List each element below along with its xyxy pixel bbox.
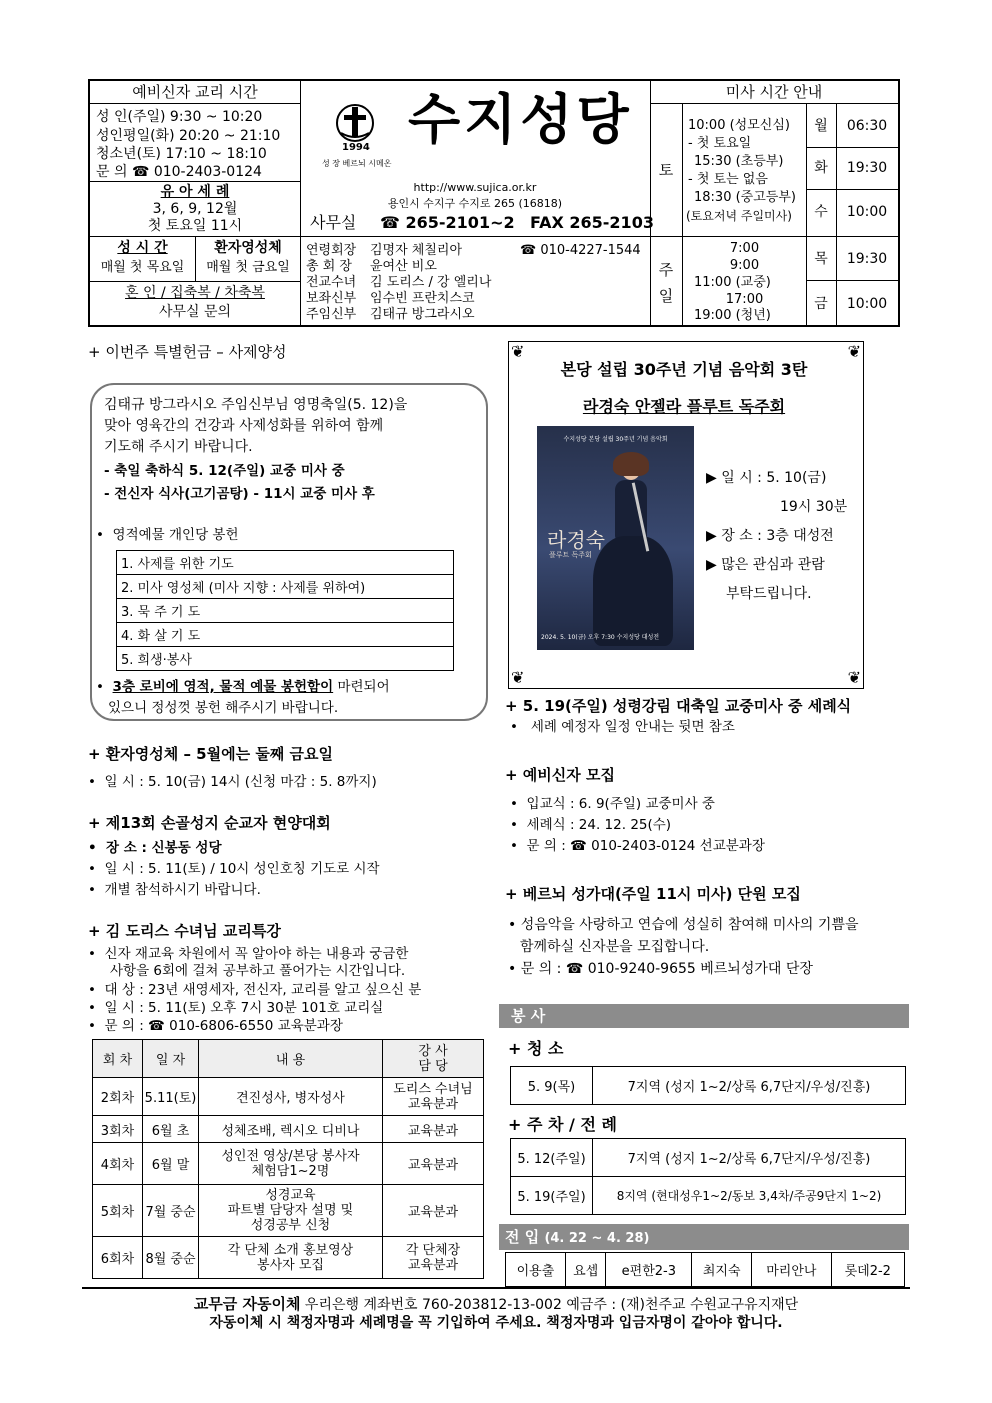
spiritual-item: 5. 희생·봉사	[117, 647, 454, 671]
weekday-label: 금	[814, 296, 828, 312]
concert-banner: 본당 설립 30주년 기념 음악회 3탄	[560, 360, 808, 379]
staff-name: 김태규 방그라시오	[370, 307, 475, 322]
concert-invite-line2: 부탁드립니다.	[726, 586, 812, 602]
staff-role: 연령회장	[306, 243, 357, 258]
transfer-address: e편한2-3	[606, 1253, 692, 1287]
choir-item: • 성음악을 사랑하고 연습에 성실히 참여해 미사의 기쁨을	[508, 917, 859, 933]
spiritual-offering-title: • 영적예물 개인당 봉헌	[96, 527, 239, 543]
infant-baptism-time: 첫 토요일 11시	[147, 218, 243, 234]
recruit-item: • 세례식 : 24. 12. 25(수)	[510, 817, 672, 833]
cell-round: 4회차	[93, 1143, 143, 1185]
parking-table	[510, 1138, 906, 1215]
cell-date: 5. 9(목)	[511, 1067, 593, 1105]
concert-place: ▶ 장 소 : 3층 대성전	[706, 528, 834, 544]
cell-date: 5.11(토)	[143, 1078, 199, 1116]
footer-divider	[82, 1287, 910, 1289]
choir-desc: 성음악을 사랑하고 연습에 성실히 참여해 미사의 기쁨을	[520, 917, 859, 933]
cell-content: 견진성사, 병자성사	[199, 1078, 383, 1116]
office-fax: FAX 265-2103	[530, 213, 654, 232]
logo-year: 1994	[342, 142, 370, 153]
concert-title: 라경숙 안젤라 플루트 독주회	[582, 397, 786, 416]
weekday-time: 10:00	[846, 296, 888, 312]
sick-communion-text: 일 시 : 5. 10(금) 14시 (신청 마감 : 5. 8까지)	[104, 774, 377, 790]
cell-content: 성체조배, 렉시오 디비나	[199, 1116, 383, 1143]
table-row	[511, 1067, 906, 1105]
sick-communion-title: 환자영성체	[214, 240, 282, 256]
cell-date: 5. 12(주일)	[511, 1139, 593, 1177]
office-label: 사무실	[310, 213, 357, 232]
address: 용인시 수지구 수지로 265 (16818)	[387, 197, 563, 210]
lecture-schedule-table	[92, 1039, 484, 1279]
footer-line2: 자동이체 시 책정자명과 세례명을 꼭 기입하여 주세요. 책정자명과 입금자명이 같아야 합니다.	[209, 1315, 783, 1331]
logo-caption: 성 장 베르뇌 시메온	[322, 159, 392, 168]
cleaning-title: + 청 소	[508, 1039, 564, 1058]
sat-time: 10:00 (성모신심)	[688, 118, 790, 133]
weekday-time: 19:30	[846, 251, 888, 267]
col-header: 내 용	[199, 1040, 383, 1078]
parking-title: + 주 차 / 전 례	[508, 1115, 617, 1134]
performer-figure	[599, 452, 663, 642]
sat-time: 18:30 (중고등부)	[694, 190, 796, 205]
confession-title: 성 시 간	[117, 240, 168, 256]
staff-role: 총 회 장	[306, 259, 352, 274]
transfer-baptismal: 요셉	[565, 1253, 605, 1287]
service-bar: 봉 사	[499, 1004, 909, 1028]
staff-name: 김명자 체칠리아	[370, 243, 463, 258]
baptism-detail: • 세례 예정자 일정 안내는 뒷면 참조	[510, 719, 735, 735]
ornament-corner-icon: ❦	[511, 342, 525, 361]
concert-time: 19시 30분	[780, 499, 848, 515]
spiritual-offering-table	[116, 550, 454, 671]
lecture-target: 대 상 : 23년 새영세자, 전신자, 교리를 알고 싶으신 분	[104, 982, 422, 998]
cell-content: 각 단체 소개 홍보영상 봉사자 모집	[199, 1237, 383, 1279]
infant-baptism-months: 3, 6, 9, 12월	[152, 201, 238, 217]
ornament-corner-icon: ❦	[511, 668, 525, 687]
offering-note-bold: 3층 로비에 영적, 물적 예물 봉헌함이	[112, 679, 334, 695]
transfer-dates: (4. 22 ~ 4. 28)	[544, 1231, 650, 1246]
feast-day-box	[90, 383, 488, 721]
col-header: 일 자	[143, 1040, 199, 1078]
offering-note-line2: 있으니 정성껏 봉헌 해주시기 바랍니다.	[108, 700, 339, 716]
offering-note-rest: 마련되어	[333, 679, 390, 695]
recruit-title: + 예비신자 모집	[505, 766, 615, 784]
footer-account: 우리은행 계좌번호 760-203812-13-002 예금주 : (재)천주교 수원교구유지재단	[300, 1297, 799, 1313]
spiritual-item: 3. 묵 주 기 도	[117, 599, 454, 623]
choir-contact: 문 의 : ☎ 010-9240-9655 베르뇌성가대 단장	[520, 961, 813, 977]
spiritual-item: 4. 화 살 기 도	[117, 623, 454, 647]
baptism-title: + 5. 19(주일) 성령강림 대축일 교중미사 중 세례식	[505, 697, 852, 715]
weekday-time: 06:30	[846, 118, 888, 134]
staff-name: 윤여산 비오	[370, 259, 437, 274]
table-row	[506, 1253, 905, 1287]
lecture-item: • 대 상 : 23년 새영세자, 전신자, 교리를 알고 싶으신 분	[88, 982, 422, 998]
sat-time: (토요저녁 주일미사)	[686, 209, 792, 223]
staff-role: 보좌신부	[306, 291, 357, 306]
concert-date: ▶ 일 시 : 5. 10(금)	[706, 470, 827, 486]
infant-baptism-title: 유 아 세 례	[160, 184, 230, 200]
transfer-table	[505, 1252, 905, 1287]
cell-round: 2회차	[93, 1078, 143, 1116]
cell-lecturer: 교육분과	[383, 1116, 484, 1143]
sick-communion-detail: • 일 시 : 5. 10(금) 14시 (신청 마감 : 5. 8까지)	[88, 774, 377, 790]
table-row	[93, 1143, 484, 1185]
ornament-corner-icon: ❦	[847, 342, 861, 361]
cell-content: 성경교육 파트별 담당자 설명 및 성경공부 신청	[199, 1185, 383, 1237]
col-header: 강 사 담 당	[383, 1040, 484, 1078]
sun-time: 9:00	[729, 258, 760, 273]
cell-lecturer: 교육분과	[383, 1185, 484, 1237]
transfer-bar	[499, 1224, 909, 1250]
sun-time: 19:00 (청년)	[694, 308, 771, 323]
poster-top-text: 수지성당 본당 설립 30주년 기념 음악회	[563, 436, 668, 443]
staff-phone: ☎ 010-4227-1544	[520, 243, 641, 258]
col-header: 회 차	[93, 1040, 143, 1078]
footer-autopay-label: 교무금 자동이체	[193, 1295, 301, 1313]
staff-role: 전교수녀	[306, 275, 357, 290]
spiritual-item: 1. 사제를 위한 기도	[117, 551, 454, 575]
catechism-title: 예비신자 교리 시간	[132, 83, 258, 101]
transfer-name: 최지숙	[692, 1253, 752, 1287]
cell-round: 6회차	[93, 1237, 143, 1279]
sun-time: 11:00 (교중)	[694, 275, 771, 290]
mass-title: 미사 시간 안내	[725, 83, 823, 101]
lecture-item: • 신자 재교육 차원에서 꼭 알아야 하는 내용과 궁금한	[88, 946, 409, 962]
special-offering-title: + 이번주 특별헌금 – 사제양성	[88, 343, 287, 361]
ornament-corner-icon: ❦	[847, 668, 861, 687]
cell-date: 6월 초	[143, 1116, 199, 1143]
transfer-name: 이용출	[506, 1253, 566, 1287]
transfer-baptismal: 마리안나	[752, 1253, 831, 1287]
cell-round: 3회차	[93, 1116, 143, 1143]
feast-text: 맞아 영육간의 건강과 사제성화를 위하여 함께	[104, 418, 384, 434]
martyr-place: 장 소 : 신봉동 성당	[106, 840, 222, 856]
office-phone: ☎ 265-2101~2	[380, 213, 515, 232]
table-row	[511, 1139, 906, 1177]
catechism-contact: 문 의 ☎ 010-2403-0124	[96, 164, 262, 180]
sunday-label: 주 일	[658, 261, 674, 305]
weekday-label: 월	[814, 118, 828, 134]
feast-event: - 전신자 식사(고기곰탕) - 11시 교중 미사 후	[104, 486, 375, 502]
staff-name: 임수빈 프란치스코	[370, 291, 475, 306]
lecture-desc-line2: 사항을 6회에 걸쳐 공부하고 풀어가는 시간입니다.	[110, 963, 406, 979]
cell-area: 7지역 (성지 1~2/상록 6,7단지/우성/진흥)	[593, 1139, 906, 1177]
poster-name: 라경숙	[547, 528, 605, 552]
cell-date: 7월 중순	[143, 1185, 199, 1237]
feast-text: 김태규 방그라시오 주임신부님 영명축일(5. 12)을	[104, 397, 408, 413]
spiritual-item: 2. 미사 영성체 (미사 지향 : 사제를 위하여)	[117, 575, 454, 599]
cell-round: 5회차	[93, 1185, 143, 1237]
cell-lecturer: 교육분과	[383, 1143, 484, 1185]
choir-item: • 문 의 : ☎ 010-9240-9655 베르뇌성가대 단장	[508, 961, 813, 977]
choir-desc-line2: 함께하실 신자분을 모집합니다.	[520, 939, 710, 955]
weekday-time: 10:00	[846, 204, 888, 220]
sat-time: - 첫 토요일	[688, 136, 752, 151]
cell-content: 성인전 영상/본당 봉사자 체험담1~2명	[199, 1143, 383, 1185]
offering-note: • 3층 로비에 영적, 물적 예물 봉헌함이 마련되어	[96, 679, 390, 695]
catechism-row-youth: 청소년(토) 17:10 ~ 18:10	[96, 146, 267, 162]
transfer-address: 롯데2-2	[831, 1253, 904, 1287]
sun-time: 7:00	[729, 241, 760, 256]
lecture-contact: 문 의 : ☎ 010-6806-6550 교육분과장	[104, 1018, 343, 1034]
cell-date: 6월 말	[143, 1143, 199, 1185]
martyr-festival-title: + 제13회 손골성지 순교자 현양대회	[88, 814, 331, 832]
sat-time: - 첫 토는 없음	[688, 172, 768, 187]
recruit-entry: 입교식 : 6. 9(주일) 교중미사 중	[526, 796, 715, 812]
martyr-item: • 개별 참석하시기 바랍니다.	[88, 882, 261, 898]
wedding-contact: 사무실 문의	[158, 304, 232, 320]
cleaning-table	[510, 1066, 906, 1105]
feast-event: - 축일 축하식 5. 12(주일) 교중 미사 중	[104, 463, 345, 479]
cell-date: 5. 19(주일)	[511, 1177, 593, 1215]
table-row	[93, 1237, 484, 1279]
church-name: 수지성당	[408, 88, 633, 151]
sick-communion-time: 매월 첫 금요일	[206, 260, 290, 275]
concert-poster	[537, 426, 694, 650]
cell-area: 7지역 (성지 1~2/상록 6,7단지/우성/진흥)	[593, 1067, 906, 1105]
website-link[interactable]: http://www.sujica.or.kr	[413, 181, 537, 194]
cell-lecturer: 도리스 수녀님 교육분과	[383, 1078, 484, 1116]
cell-lecturer: 각 단체장 교육분과	[383, 1237, 484, 1279]
saturday-label: 토	[658, 161, 674, 179]
cell-date: 8월 중순	[143, 1237, 199, 1279]
lecture-item: • 문 의 : ☎ 010-6806-6550 교육분과장	[88, 1018, 343, 1034]
footer-line1	[0, 1293, 992, 1314]
sick-communion-section-title: + 환자영성체 – 5월에는 둘째 금요일	[88, 745, 333, 763]
bulletin-header	[88, 79, 900, 327]
staff-name: 김 도리스 / 강 엘리나	[370, 275, 492, 290]
choir-title: + 베르뇌 성가대(주일 11시 미사) 단원 모집	[505, 885, 801, 903]
lecture-title: + 김 도리스 수녀님 교리특강	[88, 922, 281, 940]
martyr-time: 일 시 : 5. 11(토) / 10시 성인호칭 기도로 시작	[104, 861, 380, 877]
feast-text: 기도해 주시기 바랍니다.	[104, 439, 253, 455]
spiritual-offering-label: 영적예물 개인당 봉헌	[112, 527, 239, 543]
poster-date: 2024. 5. 10(금) 오후 7:30 수지성당 대성전	[541, 634, 660, 641]
lecture-desc: 신자 재교육 차원에서 꼭 알아야 하는 내용과 궁금한	[104, 946, 409, 962]
lecture-time: 일 시 : 5. 11(토) 오후 7시 30분 101호 교리실	[104, 1000, 384, 1016]
martyr-item: • 일 시 : 5. 11(토) / 10시 성인호칭 기도로 시작	[88, 861, 380, 877]
weekday-time: 19:30	[846, 160, 888, 176]
poster-subtitle: 플루트 독주회	[549, 551, 592, 559]
cell-area: 8지역 (현대성우1~2/동보 3,4차/주공9단지 1~2)	[593, 1177, 906, 1215]
catechism-row-weekday: 성인평일(화) 20:20 ~ 21:10	[96, 128, 281, 144]
sun-time: 17:00	[725, 292, 764, 307]
transfer-label: 전 입	[505, 1228, 540, 1246]
martyr-item: • 장 소 : 신봉동 성당	[88, 840, 222, 856]
table-row	[511, 1177, 906, 1215]
sat-time: 15:30 (초등부)	[694, 154, 784, 169]
recruit-item: • 입교식 : 6. 9(주일) 교중미사 중	[510, 796, 715, 812]
table-row	[93, 1185, 484, 1237]
martyr-note: 개별 참석하시기 바랍니다.	[104, 882, 261, 898]
baptism-text: 세례 예정자 일정 안내는 뒷면 참조	[530, 719, 735, 735]
confession-time: 매월 첫 목요일	[100, 260, 185, 275]
staff-role: 주임신부	[306, 307, 357, 322]
recruit-contact: 문 의 : ☎ 010-2403-0124 선교분과장	[526, 838, 765, 854]
recruit-item: • 문 의 : ☎ 010-2403-0124 선교분과장	[510, 838, 765, 854]
weekday-label: 목	[814, 251, 828, 267]
recruit-baptism: 세례식 : 24. 12. 25(수)	[526, 817, 672, 833]
concert-invite: ▶ 많은 관심과 관람	[706, 557, 825, 573]
catechism-row-adult: 성 인(주일) 9:30 ~ 10:20	[96, 109, 263, 125]
weekday-label: 수	[814, 204, 828, 220]
table-row	[93, 1116, 484, 1143]
weekday-label: 화	[814, 160, 828, 176]
lecture-item: • 일 시 : 5. 11(토) 오후 7시 30분 101호 교리실	[88, 1000, 384, 1016]
wedding-title: 혼 인 / 집축복 / 차축복	[125, 285, 265, 301]
table-row	[93, 1078, 484, 1116]
